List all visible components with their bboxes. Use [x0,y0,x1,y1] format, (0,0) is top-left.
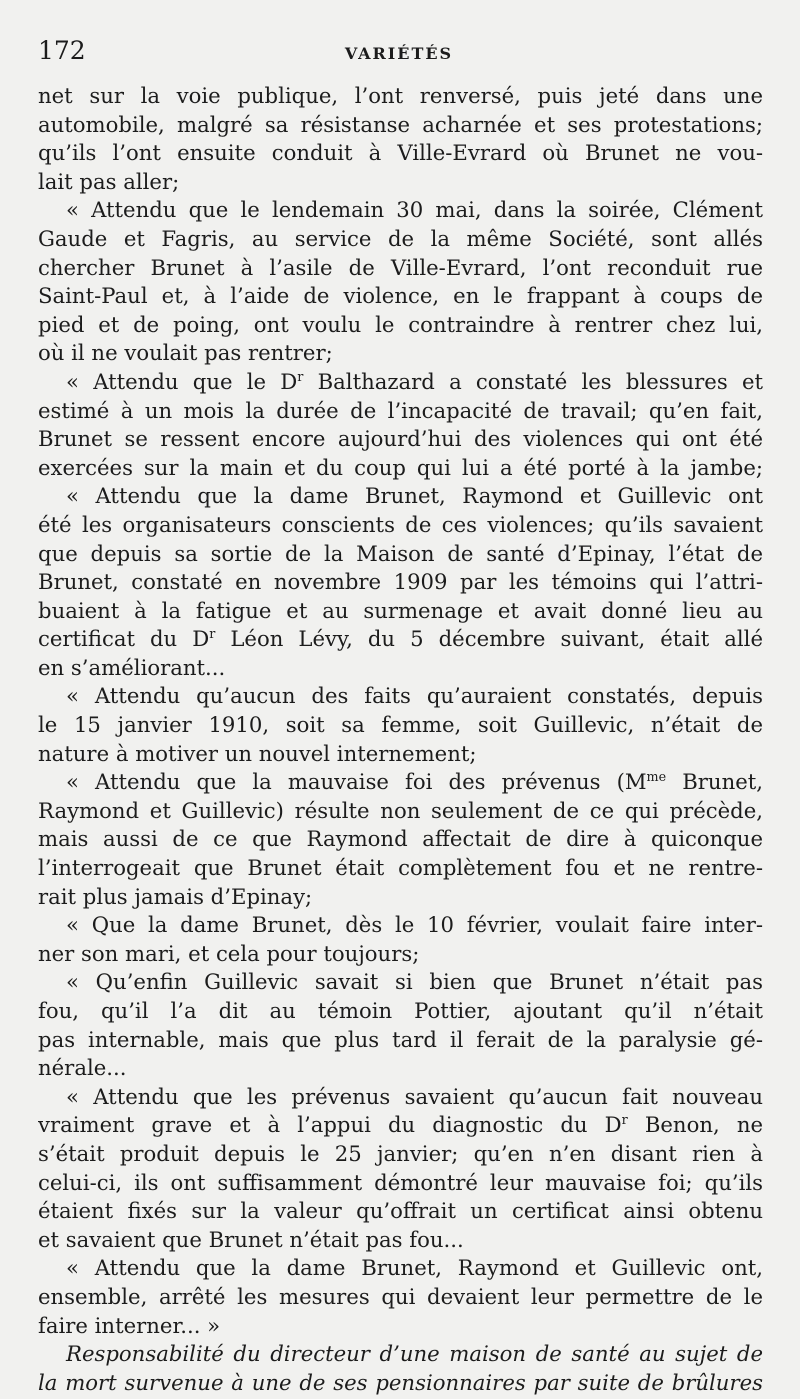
superscript: me [646,769,667,785]
text-line: net sur la voie publique, l’ont renversé, puis jeté dans une [38,83,763,108]
superscript: r [621,1112,628,1128]
text-line: lait pas aller; [38,168,180,194]
text-line: « Attendu que la dame Brunet, Raymond et Guillevic ont [66,483,763,509]
text-line: buaient à la fatigue et au surmenage et avait donné lieu au [38,597,763,623]
text-line: qu’ils l’ont ensuite conduit à Ville-Evrard où Brunet ne vou- [38,140,763,166]
text-line: en s’améliorant... [38,654,226,680]
text-line: nature à motiver un nouvel internement; [38,740,477,766]
text-line: Responsabilité du directeur d’une maison de santé au sujet de [66,1341,763,1367]
text-line: Brunet se ressent encore aujourd’hui des violences qui ont été [38,426,763,452]
text-line: fou, qu’il l’a dit au témoin Pottier, ajoutant qu’il n’était [38,998,763,1023]
text-line: « Attendu que le lendemain 30 mai, dans la soirée, Clément [66,197,763,223]
text-line: « Attendu que le $D^r$ Balthazard a constaté les blessures et [66,368,763,394]
text-line: Gaude et Fagris, au service de la même Société, sont allés [38,225,763,251]
text-line: étaient fixés sur la valeur qu’offrait un certificat ainsi obtenu [38,1198,763,1224]
text-line: s’était produit depuis le 25 janvier; qu’en n’en disant rien à [38,1140,763,1166]
text-line: Brunet, constaté en novembre 1909 par les témoins qui l’attri- [38,569,763,595]
text-line: l’interrogeait que Brunet était complètement fou et ne rentre- [38,855,763,881]
text-line: mais aussi de ce que Raymond affectait de dire à quiconque [38,826,763,852]
text-line: vraiment grave et à l’appui du diagnostic du $D^r$ Benon, ne [38,1112,763,1138]
text-line: chercher Brunet à l’asile de Ville-Evrard, l’ont reconduit rue [38,254,763,280]
text-line: Saint-Paul et, à l’aide de violence, en le frappant à coups de [38,283,763,309]
text-line: « Que la dame Brunet, dès le 10 février, voulait faire inter- [66,912,763,938]
text-line: Raymond et Guillevic) résulte non seulement de ce qui précède, [38,797,763,823]
text-line: celui-ci, ils ont suffisamment démontré leur mauvaise foi; qu’ils [38,1169,763,1195]
text-line: « Attendu qu’aucun des faits qu’auraient constatés, depuis [66,683,763,709]
text-line: exercées sur la main et du coup qui lui a été porté à la jambe; [38,454,763,480]
page-number: 172 [38,36,86,65]
text-line: faire interner... » [38,1312,221,1338]
text-line: pied et de poing, ont voulu le contraindre à rentrer chez lui, [38,311,763,337]
text-line: « Attendu que la mauvaise foi des prévenus ($M^{me}$ Brunet, [66,769,763,795]
text-line: et savaient que Brunet n’était pas fou... [38,1226,464,1252]
text-line: le 15 janvier 1910, soit sa femme, soit Guillevic, n’était de [38,712,763,738]
running-head: VARIÉTÉS [344,44,454,63]
text-line: certificat du $D^r$ Léon Lévy, du 5 décembre suivant, était allé [38,626,763,652]
text-line: « Attendu que la dame Brunet, Raymond et Guillevic ont, [66,1255,763,1281]
text-line: « Attendu que les prévenus savaient qu’aucun fait nouveau [66,1083,763,1109]
text-line: « Qu’enfin Guillevic savait si bien que Brunet n’était pas [66,969,763,995]
text-line: la mort survenue à une de ses pensionnaires par suite de brûlures [38,1369,763,1395]
superscript: r [209,626,216,642]
text-line: nérale... [38,1055,127,1081]
text-line: ner son mari, et cela pour toujours; [38,940,420,966]
superscript: r [297,368,304,384]
text-line: automobile, malgré sa résistanse acharnée et ses protestations; [38,111,763,137]
text-line: rait plus jamais d’Epinay; [38,883,313,909]
text-line: que depuis sa sortie de la Maison de santé d’Epinay, l’état de [38,540,763,566]
page-header [38,36,760,76]
text-line: été les organisateurs conscients de ces violences; qu’ils savaient [38,511,763,537]
body-text [38,82,763,1397]
text-line: pas internable, mais que plus tard il ferait de la paralysie gé- [38,1026,763,1052]
text-line: ensemble, arrêté les mesures qui devaient leur permettre de le [38,1283,763,1309]
text-line: estimé à un mois la durée de l’incapacité de travail; qu’en fait, [38,397,763,423]
text-line: où il ne voulait pas rentrer; [38,340,333,366]
